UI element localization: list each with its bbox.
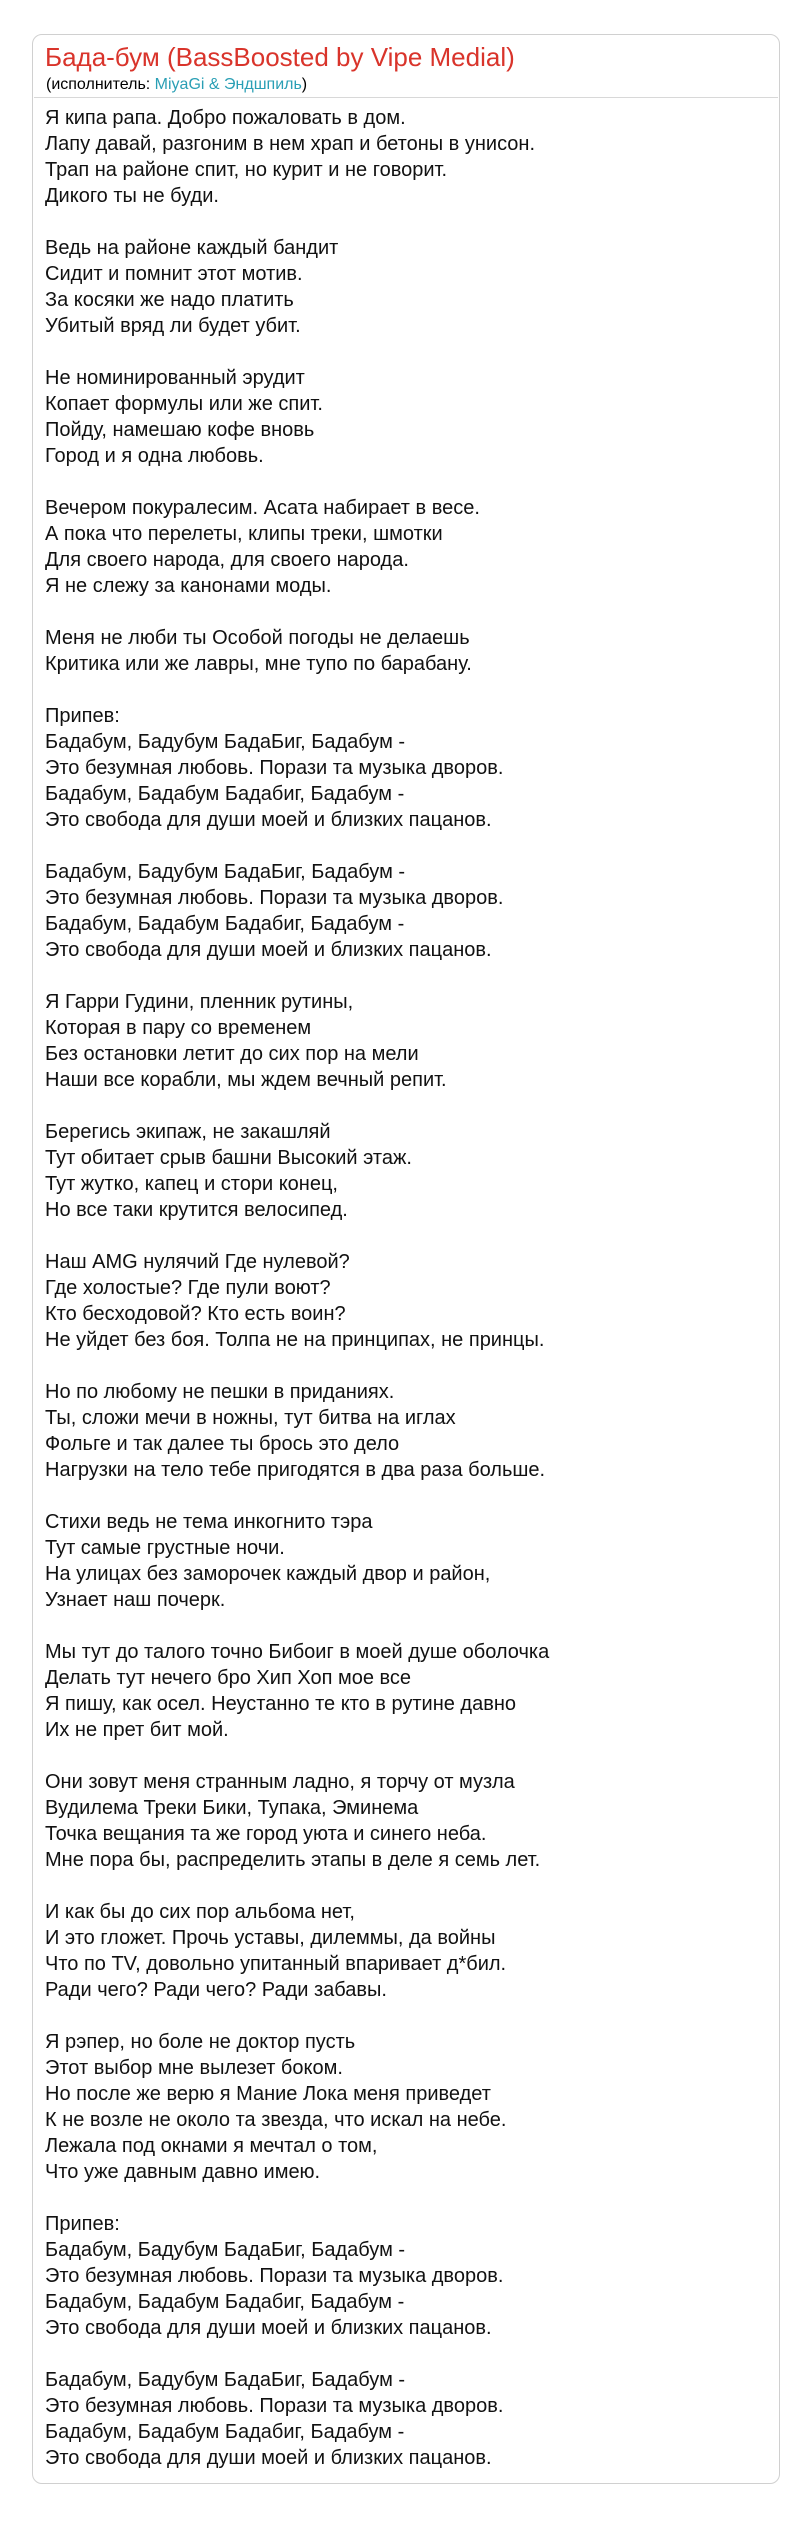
lyric-line: Меня не люби ты Особой погоды не делаешь	[45, 627, 470, 649]
lyrics-card	[32, 34, 780, 2484]
lyric-line: Стихи ведь не тема инкогнито тэра	[45, 1511, 373, 1533]
lyrics-stanza	[45, 2029, 775, 2185]
lyrics-stanza	[45, 235, 775, 339]
lyric-line: Это свобода для души моей и близких пацанов.	[45, 2317, 492, 2339]
lyric-line: Наши все корабли, мы ждем вечный репит.	[45, 1069, 447, 1091]
lyric-line: Это безумная любовь. Порази та музыка дворов.	[45, 757, 504, 779]
lyric-line: Что по TV, довольно упитанный впаривает д*бил.	[45, 1953, 507, 1975]
lyrics-stanza	[45, 1379, 775, 1483]
lyric-line: За косяки же надо платить	[45, 289, 294, 311]
lyric-line: Лежала под окнами я мечтал о том,	[45, 2135, 378, 2157]
lyric-line: Это свобода для души моей и близких пацанов.	[45, 2447, 492, 2469]
lyric-line: Мы тут до талого точно Бибоиг в моей душе оболочка	[45, 1641, 550, 1663]
lyric-line: Бадабум, Бадубум БадаБиг, Бадабум -	[45, 2369, 406, 2391]
lyric-line: Убитый вряд ли будет убит.	[45, 315, 301, 337]
lyric-line: Бадабум, Бадабум Бадабиг, Бадабум -	[45, 2421, 405, 2443]
lyrics-stanza	[45, 703, 775, 833]
lyric-line: Я рэпер, но боле не доктор пусть	[45, 2031, 356, 2053]
lyrics-stanza	[45, 1249, 775, 1353]
lyric-line: Это безумная любовь. Порази та музыка дворов.	[45, 2395, 504, 2417]
lyric-line: Лапу давай, разгоним в нем храп и бетоны в унисон.	[45, 133, 536, 155]
lyric-line: Точка вещания та же город уюта и синего неба.	[45, 1823, 487, 1845]
lyric-line: Трап на районе спит, но курит и не говорит.	[45, 159, 448, 181]
lyric-line: Бадабум, Бадабум Бадабиг, Бадабум -	[45, 2291, 405, 2313]
artist-suffix: )	[301, 76, 308, 93]
lyric-line: Тут жутко, капец и стори конец,	[45, 1173, 338, 1195]
lyric-line: На улицах без заморочек каждый двор и район,	[45, 1563, 491, 1585]
lyric-line: Припев:	[45, 2213, 120, 2235]
lyric-line: Бадабум, Бадабум Бадабиг, Бадабум -	[45, 783, 405, 805]
artist-meta	[46, 75, 307, 95]
lyric-line: Это безумная любовь. Порази та музыка дворов.	[45, 887, 504, 909]
artist-prefix: (исполнитель:	[46, 76, 155, 93]
lyrics-stanza	[45, 1639, 775, 1743]
lyric-line: Но после же верю я Мание Лока меня приведет	[45, 2083, 491, 2105]
lyric-line: Это безумная любовь. Порази та музыка дворов.	[45, 2265, 504, 2287]
lyric-line: Я кипа рапа. Добро пожаловать в дом.	[45, 107, 406, 129]
lyric-line: Критика или же лавры, мне тупо по барабану.	[45, 653, 472, 675]
lyric-line: Кто бесходовой? Кто есть воин?	[45, 1303, 346, 1325]
lyric-line: Что уже давным давно имею.	[45, 2161, 321, 2183]
lyric-line: Этот выбор мне вылезет боком.	[45, 2057, 343, 2079]
lyrics-stanza	[45, 2211, 775, 2341]
lyric-line: Нагрузки на тело тебе пригодятся в два раза больше.	[45, 1459, 546, 1481]
lyrics-stanza	[45, 859, 775, 963]
lyric-line: Припев:	[45, 705, 120, 727]
lyric-line: Ты, сложи мечи в ножны, тут битва на иглах	[45, 1407, 456, 1429]
lyric-line: Узнает наш почерк.	[45, 1589, 226, 1611]
lyrics-stanza	[45, 365, 775, 469]
lyric-line: Берегись экипаж, не закашляй	[45, 1121, 331, 1143]
lyrics-stanza	[45, 105, 775, 209]
lyric-line: Без остановки летит до сих пор на мели	[45, 1043, 419, 1065]
lyrics-stanza	[45, 2367, 775, 2471]
lyrics-stanza	[45, 1769, 775, 1873]
lyric-line: Сидит и помнит этот мотив.	[45, 263, 303, 285]
lyric-line: Я Гарри Гудини, пленник рутины,	[45, 991, 354, 1013]
lyric-line: Не номинированный эрудит	[45, 367, 305, 389]
lyric-line: Где холостые? Где пули воют?	[45, 1277, 331, 1299]
lyric-line: А пока что перелеты, клипы треки, шмотки	[45, 523, 443, 545]
lyrics-stanza	[45, 989, 775, 1093]
lyric-line: Ради чего? Ради чего? Ради забавы.	[45, 1979, 387, 2001]
lyric-line: Бадабум, Бадубум БадаБиг, Бадабум -	[45, 2239, 406, 2261]
lyric-line: И как бы до сих пор альбома нет,	[45, 1901, 355, 1923]
lyric-line: Но все таки крутится велосипед.	[45, 1199, 348, 1221]
lyric-line: Наш AMG нулячий Где нулевой?	[45, 1251, 350, 1273]
lyric-line: Но по любому не пешки в приданиях.	[45, 1381, 395, 1403]
lyrics-body	[45, 105, 775, 2497]
song-title: Бада-бум (BassBoosted by Vipe Medial)	[45, 42, 515, 72]
lyric-line: Копает формулы или же спит.	[45, 393, 323, 415]
lyric-line: Их не прет бит мой.	[45, 1719, 229, 1741]
lyric-line: К не возле не около та звезда, что искал на небе.	[45, 2109, 507, 2131]
lyric-line: Бадабум, Бадабум Бадабиг, Бадабум -	[45, 913, 405, 935]
lyric-line: Город и я одна любовь.	[45, 445, 264, 467]
lyrics-stanza	[45, 1119, 775, 1223]
lyric-line: Фольге и так далее ты брось это дело	[45, 1433, 400, 1455]
lyric-line: Вудилема Треки Бики, Тупака, Эминема	[45, 1797, 419, 1819]
lyric-line: Тут самые грустные ночи.	[45, 1537, 285, 1559]
lyric-line: Не уйдет без боя. Толпа не на принципах, не принцы.	[45, 1329, 545, 1351]
lyric-line: Они зовут меня странным ладно, я торчу от музла	[45, 1771, 515, 1793]
lyric-line: Тут обитает срыв башни Высокий этаж.	[45, 1147, 412, 1169]
header-divider	[34, 97, 778, 98]
lyric-line: Я пишу, как осел. Неустанно те кто в рутине давно	[45, 1693, 517, 1715]
lyrics-stanza	[45, 495, 775, 599]
lyric-line: Бадабум, Бадубум БадаБиг, Бадабум -	[45, 861, 406, 883]
lyric-line: Пойду, намешаю кофе вновь	[45, 419, 315, 441]
lyric-line: Это свобода для души моей и близких пацанов.	[45, 939, 492, 961]
lyric-line: Дикого ты не буди.	[45, 185, 219, 207]
lyric-line: Я не слежу за канонами моды.	[45, 575, 332, 597]
lyric-line: И это гложет. Прочь уставы, дилеммы, да войны	[45, 1927, 496, 1949]
lyric-line: Это свобода для души моей и близких пацанов.	[45, 809, 492, 831]
artist-link[interactable]: MiyaGi & Эндшпиль	[154, 76, 302, 93]
lyric-line: Вечером покуралесим. Асата набирает в весе.	[45, 497, 480, 519]
lyric-line: Бадабум, Бадубум БадаБиг, Бадабум -	[45, 731, 406, 753]
lyric-line: Мне пора бы, распределить этапы в деле я семь лет.	[45, 1849, 541, 1871]
lyrics-stanza	[45, 625, 775, 677]
lyric-line: Которая в пару со временем	[45, 1017, 312, 1039]
lyric-line: Для своего народа, для своего народа.	[45, 549, 409, 571]
lyric-line: Делать тут нечего бро Хип Хоп мое все	[45, 1667, 412, 1689]
lyrics-stanza	[45, 1899, 775, 2003]
lyrics-stanza	[45, 1509, 775, 1613]
lyric-line: Ведь на районе каждый бандит	[45, 237, 339, 259]
